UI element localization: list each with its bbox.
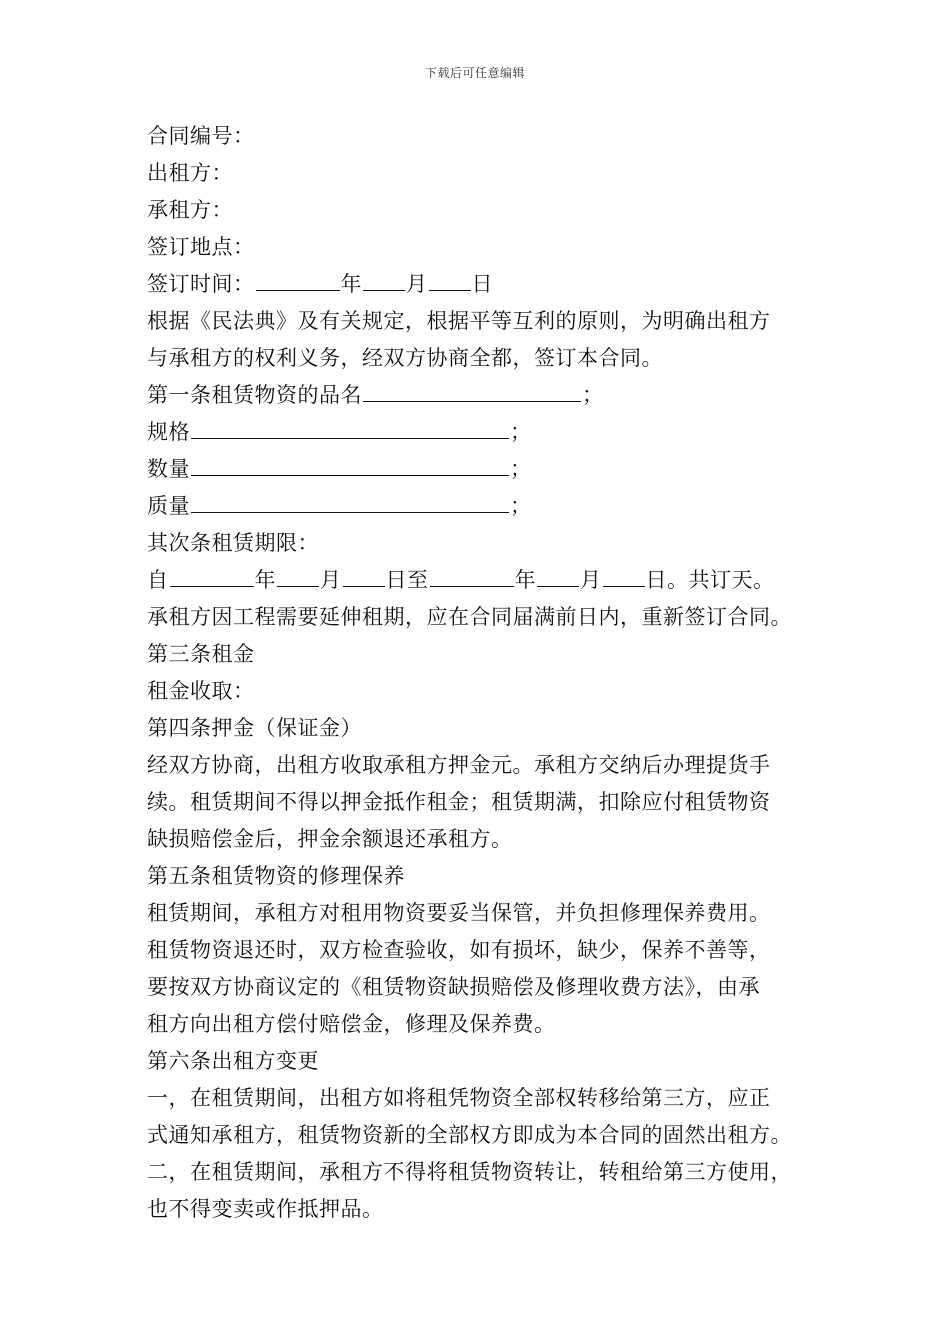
- end-month-blank: [537, 566, 579, 587]
- year-text: 年: [254, 568, 276, 592]
- to-text: 日至: [385, 568, 429, 592]
- page-header: 下载后可任意编辑: [424, 66, 525, 80]
- article-6-paragraph-1: 一，在租赁期间，出租方如将租凭物资全部权转移给第三方，应正: [147, 1086, 771, 1110]
- month-text: 月: [320, 568, 342, 592]
- semicolon: ；: [510, 494, 532, 518]
- end-year-blank: [430, 566, 514, 587]
- year-blank: [256, 270, 340, 291]
- spec-blank: [191, 418, 509, 439]
- lessor-label: 出租方：: [147, 161, 233, 185]
- contract-body: [147, 118, 847, 1228]
- article-5-paragraph-2: 租赁物资退还时，双方检查验收，如有损坏，缺少，保养不善等，: [147, 938, 771, 962]
- signing-time-line: [147, 266, 847, 303]
- from-text: 自: [147, 568, 169, 592]
- article-4-title: 第四条押金（保证金）: [147, 716, 362, 740]
- start-month-blank: [277, 566, 319, 587]
- month-text: 月: [580, 568, 602, 592]
- month-blank: [363, 270, 405, 291]
- signing-time-label: 签订时间：: [147, 272, 255, 296]
- start-day-blank: [343, 566, 385, 587]
- quality-blank: [191, 492, 509, 513]
- day-text: 日: [471, 272, 493, 296]
- quality-line: [147, 488, 847, 525]
- preamble-line-1: 根据《民法典》及有关规定，根据平等互利的原则，为明确出租方: [147, 309, 771, 333]
- article-6-paragraph-3: 二，在租赁期间，承租方不得将租赁物资转让，转租给第三方使用，: [147, 1160, 792, 1184]
- article-6-paragraph-2: 式通知承租方，租赁物资新的全部权方即成为本合同的固然出租方。: [147, 1123, 792, 1147]
- total-days-text: 日。共订天。: [645, 568, 775, 592]
- year-text: 年: [340, 272, 362, 296]
- article-3-title: 第三条租金: [147, 642, 255, 666]
- semicolon: ；: [510, 420, 532, 444]
- article-6-paragraph-4: 也不得变卖或作抵押品。: [147, 1197, 384, 1221]
- lease-term-line: [147, 562, 847, 599]
- semicolon: ；: [510, 457, 532, 481]
- end-day-blank: [603, 566, 645, 587]
- day-blank: [429, 270, 471, 291]
- start-year-blank: [170, 566, 254, 587]
- rent-collection-label: 租金收取：: [147, 679, 255, 703]
- lessee-label: 承租方：: [147, 198, 233, 222]
- article-5-paragraph-4: 租方向出租方偿付赔偿金，修理及保养费。: [147, 1012, 556, 1036]
- article-2-title: 其次条租赁期限：: [147, 531, 319, 555]
- preamble-line-2: 与承租方的权利义务，经双方协商全都，签订本合同。: [147, 346, 663, 370]
- article-4-paragraph-1: 经双方协商，出租方收取承租方押金元。承租方交纳后办理提货手: [147, 753, 771, 777]
- spec-label: 规格: [147, 420, 190, 444]
- article-6-title: 第六条出租方变更: [147, 1049, 319, 1073]
- article-1-name-label: 第一条租赁物资的品名: [147, 383, 362, 407]
- article-5-title: 第五条租赁物资的修理保养: [147, 864, 405, 888]
- article-5-paragraph-1: 租赁期间，承租方对租用物资要妥当保管，并负担修理保养费用。: [147, 901, 771, 925]
- quality-label: 质量: [147, 494, 190, 518]
- extension-clause: 承租方因工程需要延伸租期，应在合同届满前日内，重新签订合同。: [147, 605, 792, 629]
- spec-line: [147, 414, 847, 451]
- semicolon: ；: [582, 383, 604, 407]
- item-name-blank: [363, 381, 581, 402]
- quantity-line: [147, 451, 847, 488]
- month-text: 月: [406, 272, 428, 296]
- quantity-label: 数量: [147, 457, 190, 481]
- article-5-paragraph-3: 要按双方协商议定的《租赁物资缺损赔偿及修理收费方法》，由承: [147, 975, 760, 999]
- article-4-paragraph-3: 缺损赔偿金后，押金余额退还承租方。: [147, 827, 513, 851]
- contract-number-label: 合同编号：: [147, 124, 255, 148]
- quantity-blank: [191, 455, 509, 476]
- article-4-paragraph-2: 续。租赁期间不得以押金抵作租金；租赁期满，扣除应付租赁物资: [147, 790, 771, 814]
- article-1-line: [147, 377, 847, 414]
- year-text: 年: [514, 568, 536, 592]
- signing-place-label: 签订地点：: [147, 235, 255, 259]
